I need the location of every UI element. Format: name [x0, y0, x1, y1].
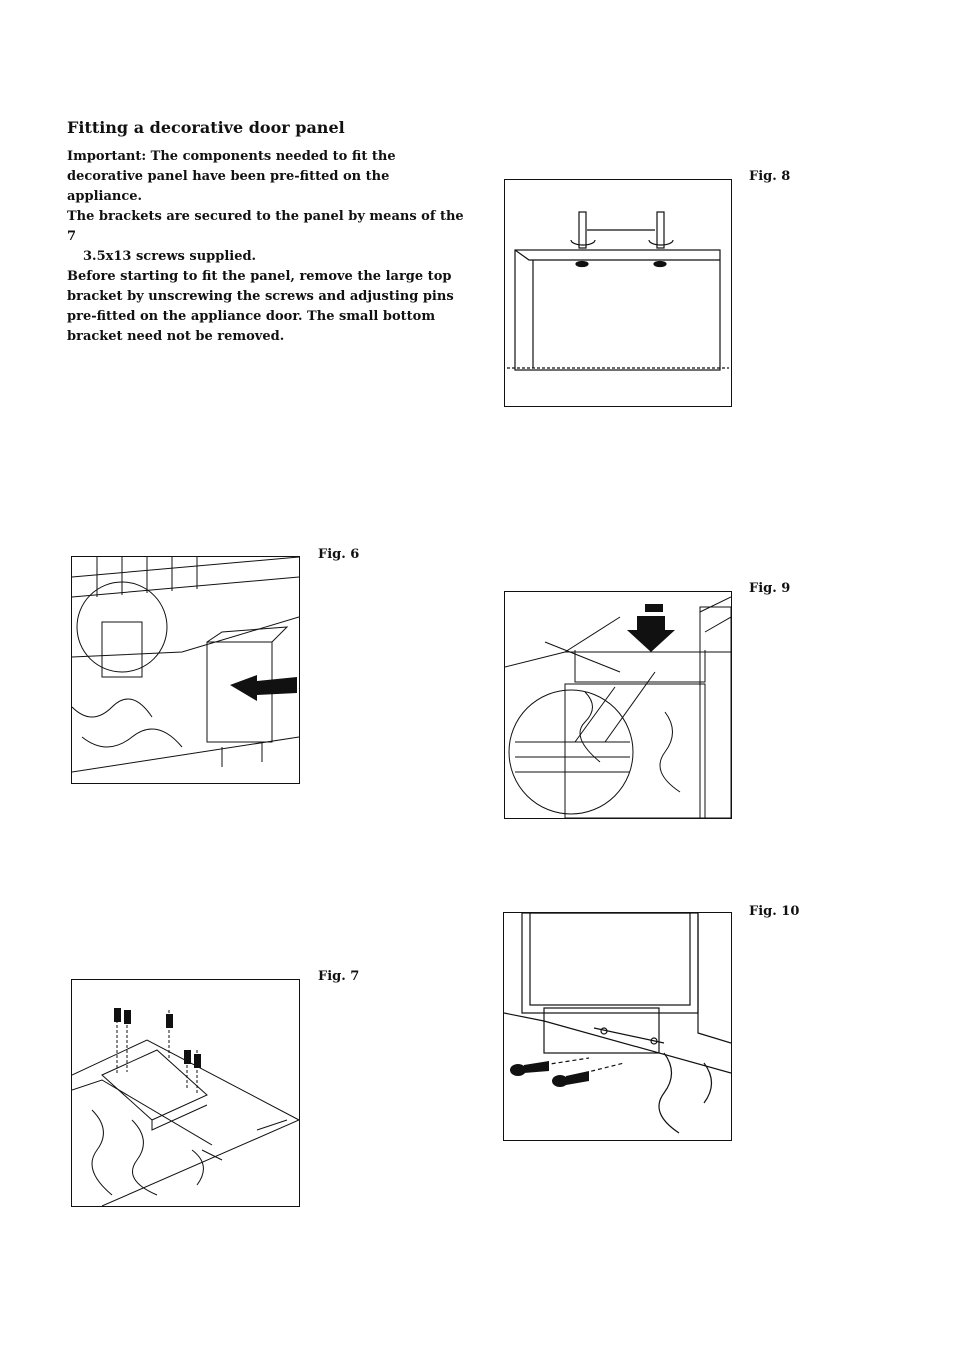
fig6-illustration	[71, 556, 300, 784]
bottom-bracket-screws-icon	[504, 913, 731, 1140]
important-note: Important: The components needed to fit the decorative panel have been pre-fitted on the appliance.	[67, 149, 396, 204]
fig8-caption: Fig. 8	[749, 169, 791, 184]
fig10-caption: Fig. 10	[749, 904, 800, 919]
panel-lowered-onto-bracket-icon	[505, 592, 731, 818]
fig8-illustration	[504, 179, 732, 407]
fig9-caption: Fig. 9	[749, 581, 791, 596]
adjusting-pins-unscrew-icon	[505, 180, 731, 406]
before-starting-note: Before starting to fit the panel, remove the large top bracket by unscrewing the screws and adjusting pins pre-fitted on the appliance door. The small bottom bracket need not be removed.	[67, 269, 454, 344]
screw-size-note: 3.5x13 screws supplied.	[83, 249, 257, 264]
bracket-screws-on-panel-icon	[72, 980, 299, 1206]
brackets-note: The brackets are secured to the panel by means of the 7	[67, 209, 464, 244]
page-title: Fitting a decorative door panel	[67, 118, 345, 137]
appliance-sliding-into-cabinet-icon	[72, 557, 299, 783]
fig6-caption: Fig. 6	[318, 547, 360, 562]
fig7-caption: Fig. 7	[318, 969, 360, 984]
fig7-illustration	[71, 979, 300, 1207]
fig9-illustration	[504, 591, 732, 819]
intro-text	[67, 147, 467, 347]
fig10-illustration	[503, 912, 732, 1141]
